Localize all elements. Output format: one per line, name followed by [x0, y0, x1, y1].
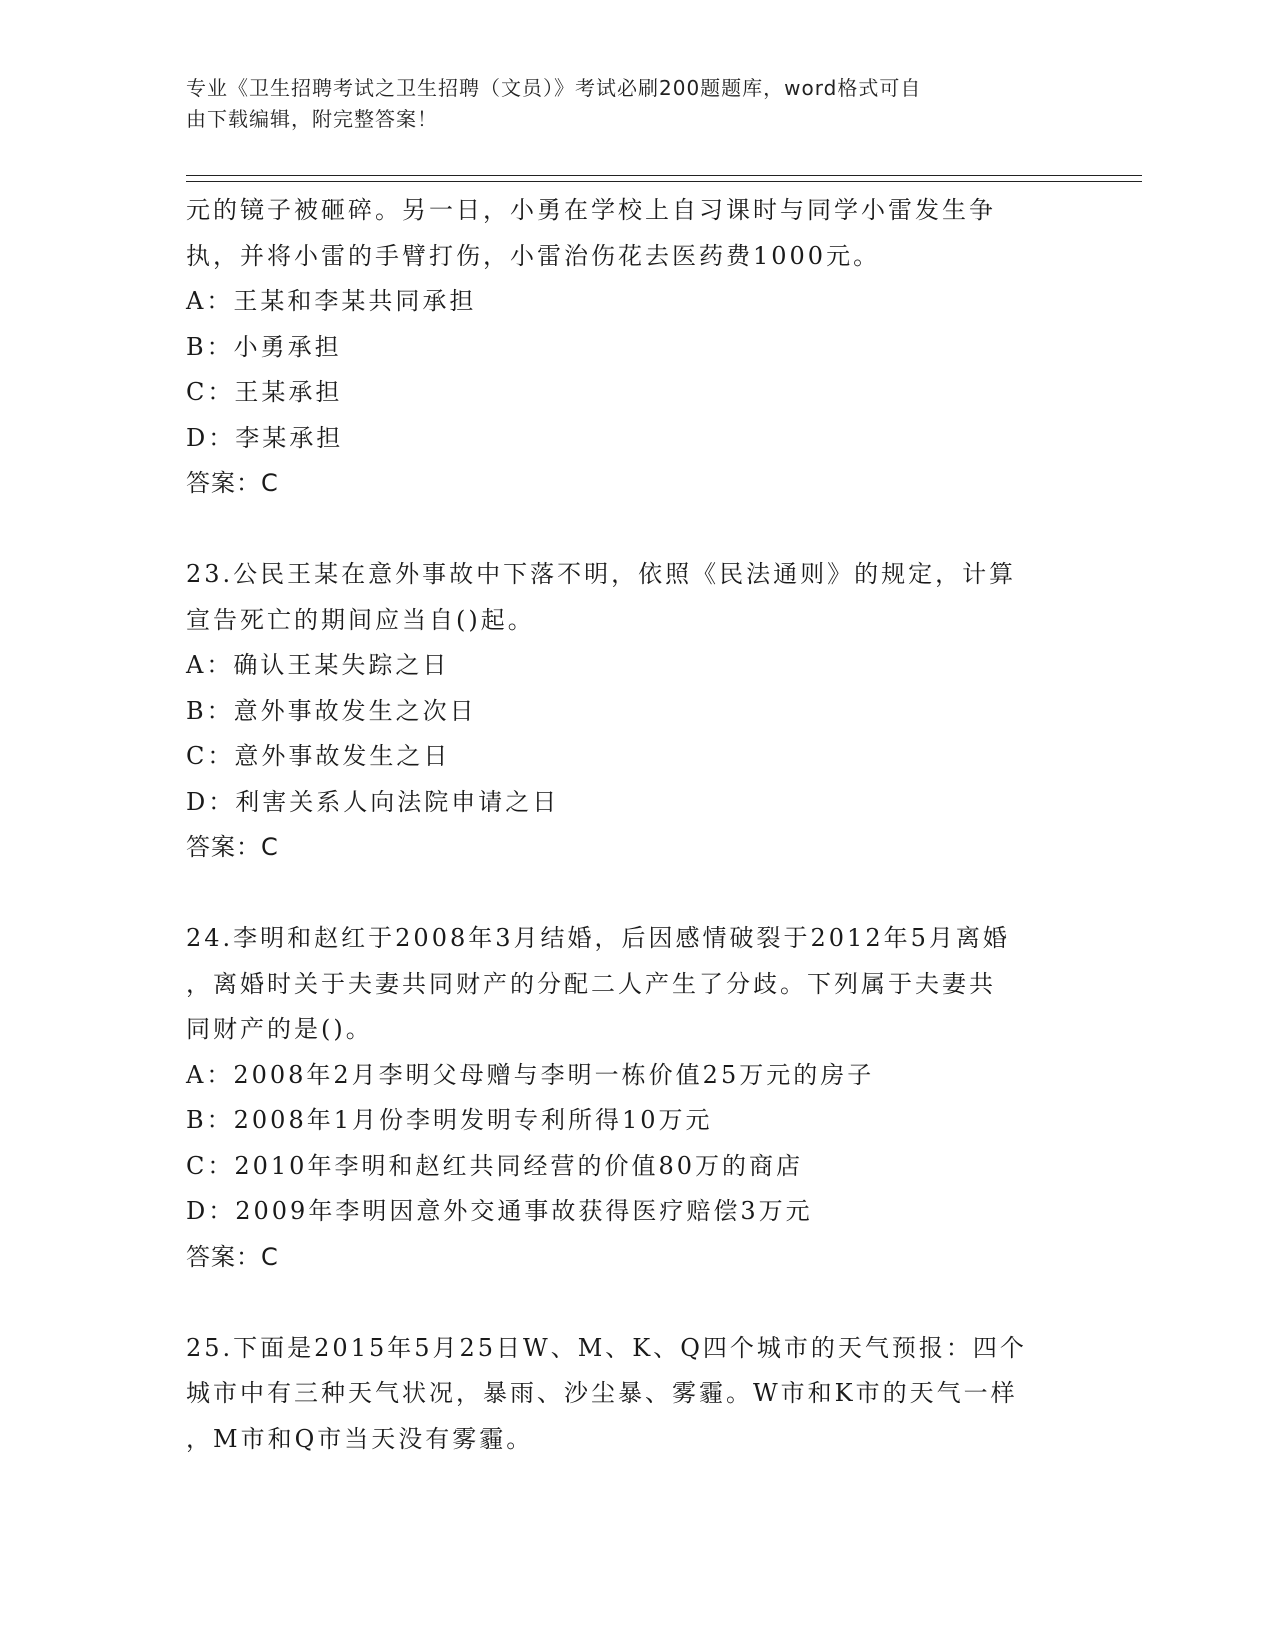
question-22-option-c: C：王某承担: [186, 378, 343, 406]
question-22-option-d: D：李某承担: [186, 423, 344, 452]
question-24-text-line-2: ，离婚时关于夫妻共同财产的分配二人产生了分歧。下列属于夫妻共: [186, 969, 996, 998]
question-25-text-line-1: 25.下面是2015年5月25日W、M、K、Q四个城市的天气预报：四个: [186, 1333, 1027, 1362]
question-22-text-line-1: 元的镜子被砸碎。另一日，小勇在学校上自习课时与同学小雷发生争: [186, 196, 996, 224]
question-25-text-line-2: 城市中有三种天气状况，暴雨、沙尘暴、雾霾。W市和K市的天气一样: [186, 1379, 1018, 1407]
document-header: [186, 73, 1066, 135]
question-22-answer: 答案：C: [186, 469, 279, 497]
question-24-text-line-3: 同财产的是()。: [186, 1015, 373, 1043]
question-spacer: [186, 871, 1086, 917]
question-23-option-d: D：利害关系人向法院申请之日: [186, 787, 560, 816]
question-23-option-b: B：意外事故发生之次日: [186, 696, 477, 725]
question-spacer: [186, 507, 1086, 553]
question-22-option-a: A：王某和李某共同承担: [186, 287, 477, 315]
question-24-option-b: B：2008年1月份李明发明专利所得10万元: [186, 1106, 713, 1134]
header-line-2: 由下载编辑，附完整答案！: [186, 107, 438, 131]
header-line-1: 专业《卫生招聘考试之卫生招聘（文员）》考试必刷200题题库，word格式可自: [186, 76, 922, 100]
question-23-answer: 答案：C: [186, 833, 279, 861]
question-24-answer: 答案：C: [186, 1242, 279, 1271]
question-22-text-line-2: 执，并将小雷的手臂打伤，小雷治伤花去医药费1000元。: [186, 241, 881, 270]
question-23-option-a: A：确认王某失踪之日: [186, 651, 450, 679]
question-spacer: [186, 1280, 1086, 1326]
question-22-continued: [186, 188, 1086, 507]
question-23-text-line-2: 宣告死亡的期间应当自()起。: [186, 605, 535, 634]
question-23-option-c: C：意外事故发生之日: [186, 742, 451, 770]
header-divider-top: [186, 175, 1142, 176]
question-25-text-line-3: ，M市和Q市当天没有雾霾。: [186, 1424, 534, 1453]
question-23-text-line-1: 23.公民王某在意外事故中下落不明，依照《民法通则》的规定，计算: [186, 560, 1017, 588]
question-24-option-c: C：2010年李明和赵红共同经营的价值80万的商店: [186, 1151, 803, 1180]
question-24-option-d: D：2009年李明因意外交通事故获得医疗赔偿3万元: [186, 1197, 813, 1225]
document-body: [186, 188, 1086, 1462]
question-23: [186, 552, 1086, 871]
question-22-option-b: B：小勇承担: [186, 332, 342, 361]
question-25: [186, 1326, 1086, 1463]
question-24: [186, 916, 1086, 1280]
question-24-option-a: A：2008年2月李明父母赠与李明一栋价值25万元的房子: [186, 1060, 875, 1089]
header-divider-bottom: [186, 181, 1142, 182]
question-24-text-line-1: 24.李明和赵红于2008年3月结婚，后因感情破裂于2012年5月离婚: [186, 924, 1010, 952]
